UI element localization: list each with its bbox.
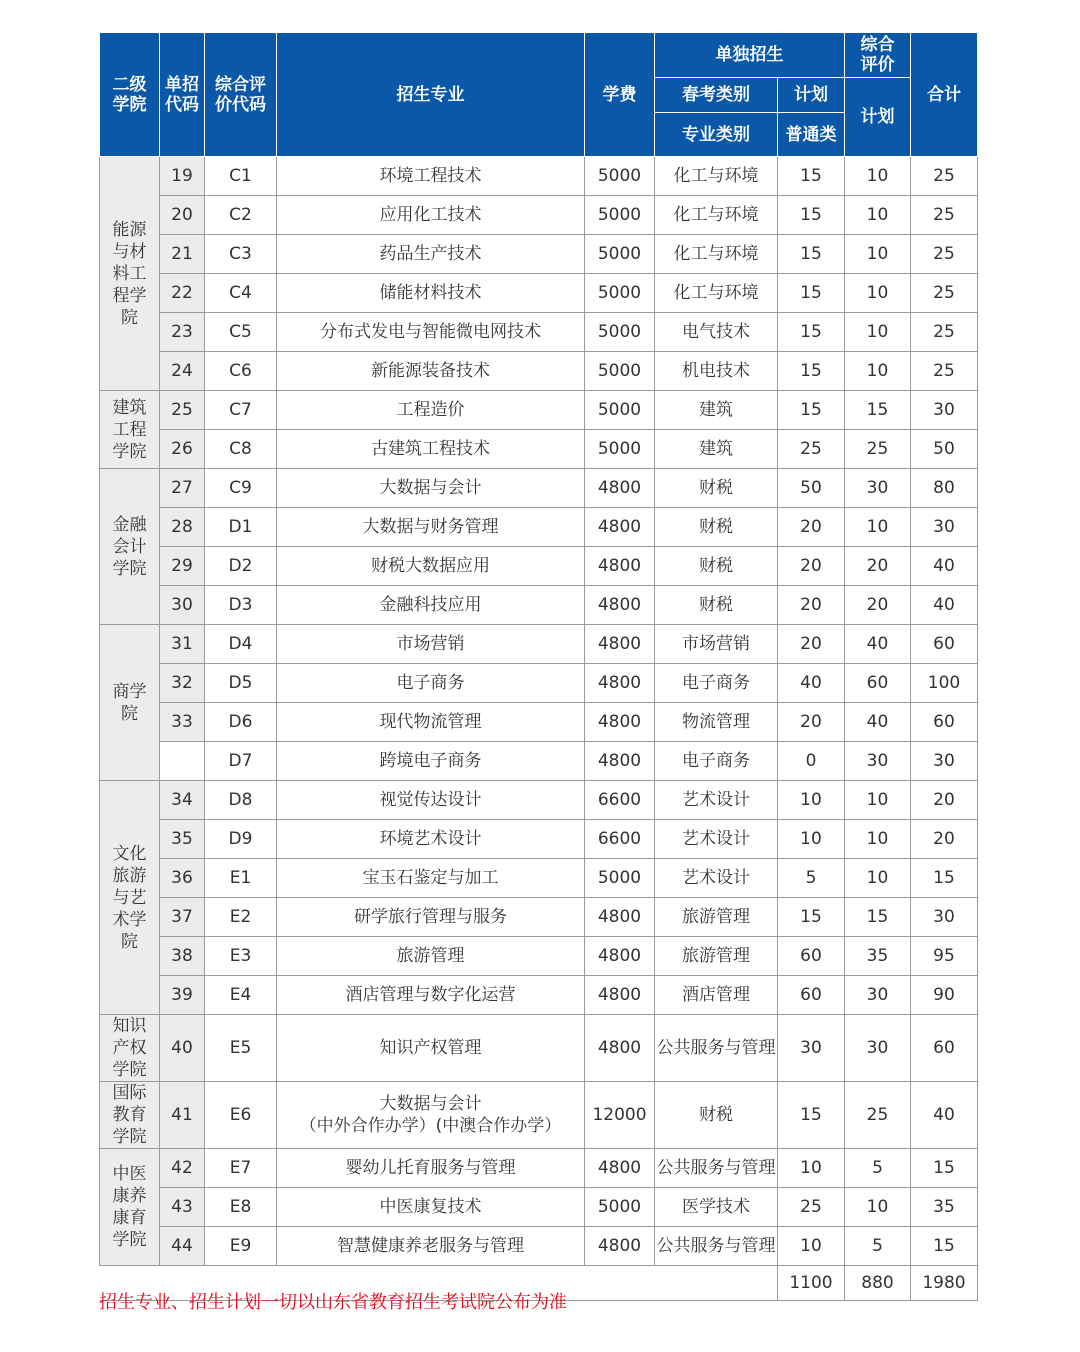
total-cell: 30 xyxy=(911,508,978,547)
fee-cell: 5000 xyxy=(585,157,655,196)
plan-cell: 15 xyxy=(778,274,845,313)
total-cell: 40 xyxy=(911,547,978,586)
total-cell: 25 xyxy=(911,196,978,235)
dan-code-cell: 30 xyxy=(160,586,205,625)
plan-cell: 20 xyxy=(778,508,845,547)
zonghe-code-cell: D6 xyxy=(205,703,277,742)
total-cell: 60 xyxy=(911,1015,978,1082)
plan-cell: 5 xyxy=(778,859,845,898)
plan-cell: 10 xyxy=(778,1149,845,1188)
table-row xyxy=(100,1227,978,1266)
major-cell: 工程造价 xyxy=(277,391,585,430)
major-cell: 财税大数据应用 xyxy=(277,547,585,586)
plan-cell: 10 xyxy=(778,820,845,859)
table-row xyxy=(100,664,978,703)
header-putong: 普通类 xyxy=(778,113,845,157)
category-cell: 电气技术 xyxy=(655,313,778,352)
category-cell: 财税 xyxy=(655,508,778,547)
major-cell: 现代物流管理 xyxy=(277,703,585,742)
total-cell: 40 xyxy=(911,586,978,625)
zonghe-plan-cell: 30 xyxy=(845,976,911,1015)
zonghe-plan-cell: 10 xyxy=(845,1188,911,1227)
zonghe-code-cell: D7 xyxy=(205,742,277,781)
dan-code-cell: 34 xyxy=(160,781,205,820)
major-cell: 婴幼儿托育服务与管理 xyxy=(277,1149,585,1188)
plan-cell: 20 xyxy=(778,703,845,742)
zonghe-plan-cell: 30 xyxy=(845,742,911,781)
zonghe-code-cell: E9 xyxy=(205,1227,277,1266)
major-cell: 中医康复技术 xyxy=(277,1188,585,1227)
zonghe-code-cell: E8 xyxy=(205,1188,277,1227)
zonghe-code-cell: E2 xyxy=(205,898,277,937)
zonghe-code-cell: C5 xyxy=(205,313,277,352)
plan-cell: 25 xyxy=(778,1188,845,1227)
table-row xyxy=(100,742,978,781)
dan-code-cell: 42 xyxy=(160,1149,205,1188)
major-cell: 宝玉石鉴定与加工 xyxy=(277,859,585,898)
fee-cell: 5000 xyxy=(585,313,655,352)
college-cell: 建筑工程学院 xyxy=(100,391,160,469)
major-cell: 分布式发电与智能微电网技术 xyxy=(277,313,585,352)
category-cell: 酒店管理 xyxy=(655,976,778,1015)
header-plan: 计划 xyxy=(778,78,845,113)
plan-cell: 60 xyxy=(778,937,845,976)
totals-total-cell: 1980 xyxy=(911,1266,978,1301)
zonghe-plan-cell: 10 xyxy=(845,352,911,391)
zonghe-plan-cell: 10 xyxy=(845,820,911,859)
total-cell: 15 xyxy=(911,859,978,898)
total-cell: 25 xyxy=(911,313,978,352)
header-zonghe-group: 综合评价 xyxy=(845,33,911,78)
dan-code-cell: 26 xyxy=(160,430,205,469)
header-dan-group: 单独招生 xyxy=(655,33,845,78)
college-cell: 商学院 xyxy=(100,625,160,781)
plan-cell: 20 xyxy=(778,547,845,586)
fee-cell: 4800 xyxy=(585,547,655,586)
plan-cell: 20 xyxy=(778,586,845,625)
total-cell: 50 xyxy=(911,430,978,469)
zonghe-plan-cell: 30 xyxy=(845,469,911,508)
plan-cell: 10 xyxy=(778,781,845,820)
table-row xyxy=(100,781,978,820)
fee-cell: 4800 xyxy=(585,1149,655,1188)
dan-code-cell: 29 xyxy=(160,547,205,586)
plan-cell: 15 xyxy=(778,313,845,352)
category-cell: 旅游管理 xyxy=(655,898,778,937)
zonghe-code-cell: C1 xyxy=(205,157,277,196)
total-cell: 20 xyxy=(911,781,978,820)
dan-code-cell: 39 xyxy=(160,976,205,1015)
zonghe-code-cell: E7 xyxy=(205,1149,277,1188)
totals-zonghe-plan-cell: 880 xyxy=(845,1266,911,1301)
zonghe-plan-cell: 5 xyxy=(845,1227,911,1266)
header-zonghe-code: 综合评价代码 xyxy=(205,33,277,157)
category-cell: 财税 xyxy=(655,547,778,586)
category-cell: 医学技术 xyxy=(655,1188,778,1227)
table-row xyxy=(100,235,978,274)
fee-cell: 4800 xyxy=(585,664,655,703)
fee-cell: 4800 xyxy=(585,1227,655,1266)
plan-cell: 15 xyxy=(778,898,845,937)
zonghe-plan-cell: 30 xyxy=(845,1015,911,1082)
table-row xyxy=(100,703,978,742)
fee-cell: 5000 xyxy=(585,859,655,898)
zonghe-plan-cell: 20 xyxy=(845,547,911,586)
header-college: 二级学院 xyxy=(100,33,160,157)
table-row xyxy=(100,976,978,1015)
zonghe-code-cell: C3 xyxy=(205,235,277,274)
category-cell: 建筑 xyxy=(655,391,778,430)
dan-code-cell: 43 xyxy=(160,1188,205,1227)
fee-cell: 4800 xyxy=(585,1015,655,1082)
table-row xyxy=(100,625,978,664)
major-cell: 环境工程技术 xyxy=(277,157,585,196)
zonghe-code-cell: D4 xyxy=(205,625,277,664)
major-cell: 环境艺术设计 xyxy=(277,820,585,859)
major-cell: 市场营销 xyxy=(277,625,585,664)
fee-cell: 6600 xyxy=(585,820,655,859)
zonghe-code-cell: C6 xyxy=(205,352,277,391)
major-cell: 酒店管理与数字化运营 xyxy=(277,976,585,1015)
zonghe-plan-cell: 60 xyxy=(845,664,911,703)
fee-cell: 5000 xyxy=(585,352,655,391)
zonghe-plan-cell: 10 xyxy=(845,196,911,235)
zonghe-plan-cell: 40 xyxy=(845,625,911,664)
zonghe-code-cell: C7 xyxy=(205,391,277,430)
zonghe-plan-cell: 15 xyxy=(845,391,911,430)
total-cell: 15 xyxy=(911,1227,978,1266)
dan-code-cell: 41 xyxy=(160,1082,205,1149)
category-cell: 财税 xyxy=(655,1082,778,1149)
zonghe-code-cell: C2 xyxy=(205,196,277,235)
major-cell: 储能材料技术 xyxy=(277,274,585,313)
zonghe-code-cell: E1 xyxy=(205,859,277,898)
footnote: 招生专业、招生计划一切以山东省教育招生考试院公布为准 xyxy=(99,1292,567,1313)
major-cell: 智慧健康养老服务与管理 xyxy=(277,1227,585,1266)
dan-code-cell: 19 xyxy=(160,157,205,196)
zonghe-code-cell: D9 xyxy=(205,820,277,859)
zonghe-plan-cell: 10 xyxy=(845,274,911,313)
major-cell xyxy=(277,1082,585,1149)
college-cell: 国际教育学院 xyxy=(100,1082,160,1149)
dan-code-cell: 28 xyxy=(160,508,205,547)
zonghe-plan-cell: 10 xyxy=(845,781,911,820)
zonghe-code-cell: C8 xyxy=(205,430,277,469)
zonghe-plan-cell: 40 xyxy=(845,703,911,742)
category-cell: 艺术设计 xyxy=(655,820,778,859)
category-cell: 化工与环境 xyxy=(655,274,778,313)
table-row xyxy=(100,1015,978,1082)
table-row xyxy=(100,157,978,196)
table-row xyxy=(100,430,978,469)
zonghe-plan-cell: 10 xyxy=(845,235,911,274)
table-row xyxy=(100,313,978,352)
major-cell: 古建筑工程技术 xyxy=(277,430,585,469)
category-cell: 公共服务与管理 xyxy=(655,1015,778,1082)
total-cell: 30 xyxy=(911,391,978,430)
fee-cell: 5000 xyxy=(585,430,655,469)
category-cell: 电子商务 xyxy=(655,664,778,703)
table-row xyxy=(100,1188,978,1227)
fee-cell: 4800 xyxy=(585,937,655,976)
plan-cell: 20 xyxy=(778,625,845,664)
plan-cell: 25 xyxy=(778,430,845,469)
plan-cell: 15 xyxy=(778,391,845,430)
zonghe-plan-cell: 10 xyxy=(845,313,911,352)
total-cell: 60 xyxy=(911,625,978,664)
totals-plan-cell: 1100 xyxy=(778,1266,845,1301)
fee-cell: 5000 xyxy=(585,391,655,430)
total-cell: 90 xyxy=(911,976,978,1015)
zonghe-code-cell: D8 xyxy=(205,781,277,820)
table-row xyxy=(100,352,978,391)
major-cell: 新能源装备技术 xyxy=(277,352,585,391)
total-cell: 35 xyxy=(911,1188,978,1227)
major-cell: 大数据与会计 xyxy=(277,469,585,508)
zonghe-plan-cell: 10 xyxy=(845,157,911,196)
total-cell: 80 xyxy=(911,469,978,508)
major-cell: 药品生产技术 xyxy=(277,235,585,274)
category-cell: 旅游管理 xyxy=(655,937,778,976)
category-cell: 公共服务与管理 xyxy=(655,1227,778,1266)
zonghe-plan-cell: 10 xyxy=(845,508,911,547)
plan-cell: 60 xyxy=(778,976,845,1015)
table-row xyxy=(100,391,978,430)
fee-cell: 4800 xyxy=(585,703,655,742)
fee-cell: 4800 xyxy=(585,469,655,508)
table-body xyxy=(100,157,978,1301)
dan-code-cell: 21 xyxy=(160,235,205,274)
table-row xyxy=(100,547,978,586)
zonghe-code-cell: C4 xyxy=(205,274,277,313)
dan-code-cell: 38 xyxy=(160,937,205,976)
major-cell: 研学旅行管理与服务 xyxy=(277,898,585,937)
header-major: 招生专业 xyxy=(277,33,585,157)
major-cell: 电子商务 xyxy=(277,664,585,703)
zonghe-plan-cell: 35 xyxy=(845,937,911,976)
header-total: 合计 xyxy=(911,33,978,157)
dan-code-cell: 32 xyxy=(160,664,205,703)
dan-code-cell: 25 xyxy=(160,391,205,430)
plan-cell: 15 xyxy=(778,352,845,391)
category-cell: 化工与环境 xyxy=(655,235,778,274)
major-cell: 金融科技应用 xyxy=(277,586,585,625)
total-cell: 60 xyxy=(911,703,978,742)
zonghe-code-cell: D2 xyxy=(205,547,277,586)
plan-cell: 15 xyxy=(778,157,845,196)
fee-cell: 5000 xyxy=(585,196,655,235)
college-cell: 金融会计学院 xyxy=(100,469,160,625)
table-row xyxy=(100,1082,978,1149)
header-zhuanye: 专业类别 xyxy=(655,113,778,157)
zonghe-code-cell: E3 xyxy=(205,937,277,976)
plan-cell: 15 xyxy=(778,1082,845,1149)
zonghe-code-cell: D5 xyxy=(205,664,277,703)
total-cell: 30 xyxy=(911,898,978,937)
dan-code-cell: 31 xyxy=(160,625,205,664)
dan-code-cell: 40 xyxy=(160,1015,205,1082)
zonghe-code-cell: E4 xyxy=(205,976,277,1015)
header-dan-code: 单招代码 xyxy=(160,33,205,157)
zonghe-plan-cell: 5 xyxy=(845,1149,911,1188)
category-cell: 艺术设计 xyxy=(655,781,778,820)
fee-cell: 4800 xyxy=(585,976,655,1015)
fee-cell: 4800 xyxy=(585,742,655,781)
zonghe-code-cell: D1 xyxy=(205,508,277,547)
plan-cell: 40 xyxy=(778,664,845,703)
table-row xyxy=(100,1149,978,1188)
table-row xyxy=(100,586,978,625)
total-cell: 25 xyxy=(911,157,978,196)
major-cell: 知识产权管理 xyxy=(277,1015,585,1082)
major-cell: 应用化工技术 xyxy=(277,196,585,235)
major-cell: 跨境电子商务 xyxy=(277,742,585,781)
plan-cell: 50 xyxy=(778,469,845,508)
zonghe-plan-cell: 20 xyxy=(845,586,911,625)
category-cell: 化工与环境 xyxy=(655,196,778,235)
zonghe-code-cell: E5 xyxy=(205,1015,277,1082)
dan-code-cell: 35 xyxy=(160,820,205,859)
fee-cell: 4800 xyxy=(585,898,655,937)
dan-code-cell: 44 xyxy=(160,1227,205,1266)
zonghe-plan-cell: 15 xyxy=(845,898,911,937)
table-row xyxy=(100,898,978,937)
dan-code-cell xyxy=(160,742,205,781)
dan-code-cell: 23 xyxy=(160,313,205,352)
header-chunkao: 春考类别 xyxy=(655,78,778,113)
category-cell: 物流管理 xyxy=(655,703,778,742)
category-cell: 机电技术 xyxy=(655,352,778,391)
zonghe-plan-cell: 25 xyxy=(845,430,911,469)
zonghe-plan-cell: 25 xyxy=(845,1082,911,1149)
category-cell: 财税 xyxy=(655,586,778,625)
category-cell: 建筑 xyxy=(655,430,778,469)
zonghe-code-cell: C9 xyxy=(205,469,277,508)
fee-cell: 12000 xyxy=(585,1082,655,1149)
plan-cell: 30 xyxy=(778,1015,845,1082)
plan-cell: 15 xyxy=(778,196,845,235)
dan-code-cell: 33 xyxy=(160,703,205,742)
total-cell: 100 xyxy=(911,664,978,703)
category-cell: 市场营销 xyxy=(655,625,778,664)
college-cell: 能源与材料工程学院 xyxy=(100,157,160,391)
total-cell: 95 xyxy=(911,937,978,976)
zonghe-code-cell: D3 xyxy=(205,586,277,625)
fee-cell: 4800 xyxy=(585,586,655,625)
dan-code-cell: 36 xyxy=(160,859,205,898)
plan-cell: 0 xyxy=(778,742,845,781)
dan-code-cell: 37 xyxy=(160,898,205,937)
enrollment-table xyxy=(99,32,978,1301)
fee-cell: 5000 xyxy=(585,274,655,313)
dan-code-cell: 24 xyxy=(160,352,205,391)
table-row xyxy=(100,469,978,508)
major-cell: 旅游管理 xyxy=(277,937,585,976)
dan-code-cell: 27 xyxy=(160,469,205,508)
major-cell: 视觉传达设计 xyxy=(277,781,585,820)
category-cell: 化工与环境 xyxy=(655,157,778,196)
total-cell: 20 xyxy=(911,820,978,859)
table-row xyxy=(100,820,978,859)
enrollment-table-wrapper xyxy=(99,32,977,1301)
table-header xyxy=(100,33,978,157)
college-cell: 文化旅游与艺术学院 xyxy=(100,781,160,1015)
college-cell: 知识产权学院 xyxy=(100,1015,160,1082)
fee-cell: 5000 xyxy=(585,235,655,274)
major-line-2: （中外合作办学）(中澳合作办学） xyxy=(299,1116,562,1136)
major-line-1: 大数据与会计 xyxy=(379,1094,482,1114)
dan-code-cell: 20 xyxy=(160,196,205,235)
fee-cell: 4800 xyxy=(585,508,655,547)
table-row xyxy=(100,508,978,547)
category-cell: 公共服务与管理 xyxy=(655,1149,778,1188)
fee-cell: 6600 xyxy=(585,781,655,820)
total-cell: 40 xyxy=(911,1082,978,1149)
table-row xyxy=(100,859,978,898)
table-row xyxy=(100,196,978,235)
category-cell: 艺术设计 xyxy=(655,859,778,898)
total-cell: 25 xyxy=(911,235,978,274)
total-cell: 30 xyxy=(911,742,978,781)
fee-cell: 5000 xyxy=(585,1188,655,1227)
plan-cell: 10 xyxy=(778,1227,845,1266)
major-cell: 大数据与财务管理 xyxy=(277,508,585,547)
college-cell: 中医康养康育学院 xyxy=(100,1149,160,1266)
total-cell: 15 xyxy=(911,1149,978,1188)
total-cell: 25 xyxy=(911,352,978,391)
dan-code-cell: 22 xyxy=(160,274,205,313)
zonghe-code-cell: E6 xyxy=(205,1082,277,1149)
total-cell: 25 xyxy=(911,274,978,313)
fee-cell: 4800 xyxy=(585,625,655,664)
zonghe-plan-cell: 10 xyxy=(845,859,911,898)
category-cell: 财税 xyxy=(655,469,778,508)
table-row xyxy=(100,937,978,976)
header-zonghe-plan: 计划 xyxy=(845,78,911,157)
table-row xyxy=(100,274,978,313)
plan-cell: 15 xyxy=(778,235,845,274)
header-fee: 学费 xyxy=(585,33,655,157)
category-cell: 电子商务 xyxy=(655,742,778,781)
